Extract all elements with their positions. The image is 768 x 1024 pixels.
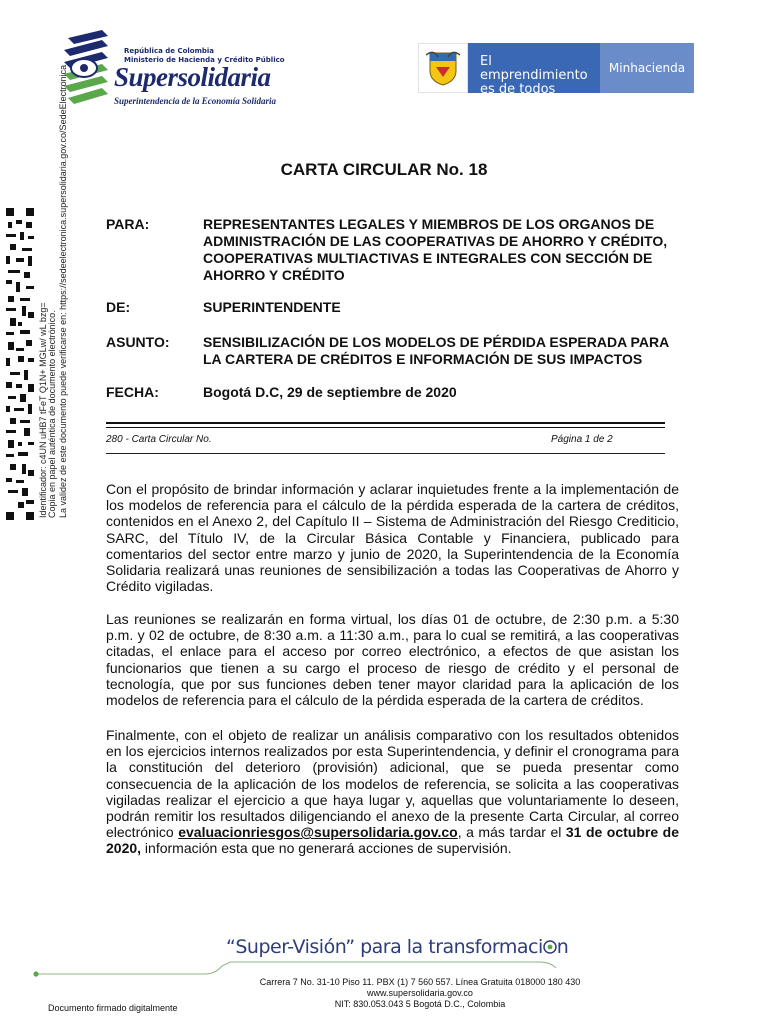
paragraph-3-start: Finalmente, con el objeto de realizar un análisis comparativo con los resultados obtenidos en los ejercicios internos realizados por esta Superintendencia, y definir el cronograma para la constitución del deterioro (provisión) adicional, que se pueda presentar como consecuencia de la aplicación de los modelos de referencia, se solicita a las cooperativas vigiladas realizar el ejercicio a que haya lugar y, aquellas que voluntariamente lo deseen, podrán remitir los resultados diligenciando el anexo de la presente Carta Circular, al correo electrónico bbox=[106, 727, 679, 841]
digital-signature-note: Documento firmado digitalmente bbox=[48, 1003, 178, 1013]
government-banner bbox=[418, 43, 708, 95]
supersolidaria-mark-icon bbox=[62, 30, 112, 106]
copy-note: Copia en papel auténtica de documento electrónico. bbox=[47, 310, 57, 518]
header-divider-thick bbox=[106, 422, 665, 424]
header-divider-thin bbox=[106, 427, 665, 428]
document-title: CARTA CIRCULAR No. 18 bbox=[280, 160, 488, 179]
paragraph-3 bbox=[106, 727, 679, 857]
footer-slogan bbox=[226, 936, 568, 958]
campaign-line-1: El emprendimiento bbox=[480, 54, 588, 83]
para-label: PARA: bbox=[106, 216, 150, 232]
campaign-tagline bbox=[468, 43, 600, 97]
meta-divider bbox=[106, 453, 665, 454]
de-value: SUPERINTENDENTE bbox=[203, 299, 341, 315]
slogan-end: n bbox=[556, 936, 569, 958]
republic-text: República de Colombia bbox=[124, 47, 215, 55]
document-identifier: Identificador: c4UN uHB7 tFeT Q1N+ MGLw/ wL bzg= bbox=[38, 302, 48, 518]
de-label: DE: bbox=[106, 299, 131, 315]
circular-reference: 280 - Carta Circular No. bbox=[106, 434, 212, 445]
ministry-text: Ministerio de Hacienda y Crédito Público bbox=[124, 56, 285, 64]
target-o-icon bbox=[543, 940, 557, 954]
supersolidaria-logo bbox=[62, 30, 312, 110]
footer-website[interactable]: www.supersolidaria.gov.co bbox=[367, 988, 473, 998]
campaign-line-2: es de todos bbox=[480, 82, 556, 97]
validity-url: La validez de este documento puede verificarse en: https://sedeelectronica.supersolidaria.gov.co/SedeElectronica bbox=[58, 64, 68, 518]
slogan-text: “Super-Visión” para la transformaci bbox=[226, 936, 543, 958]
paragraph-1: Con el propósito de brindar información y aclarar inquietudes frente a la implementación de los modelos de referencia para el cálculo de la pérdida esperada de la cartera de créditos, contenidos en el Anexo 2, del Capítulo II – Sistema de Administración del Riesgo Crediticio, SARC, del Título IV, de la Circular Básica Contable y Financiera, publicado para comentarios del sector entre marzo y junio de 2020, la Superintendencia de la Economía Solidaria realizará unas reuniones de sensibilización a todas las Cooperativas de Ahorro y Crédito vigiladas. bbox=[106, 481, 679, 595]
paragraph-2: Las reuniones se realizarán en forma virtual, los días 01 de octubre, de 2:30 p.m. a 5:30 p.m. y 02 de octubre, de 8:30 a.m. a 11:30 a.m., para lo cual se remitirá, a las cooperativas citadas, el enlace para el acceso por correo electrónico, a efectos de que asistan los funcionarios que tienen a su cargo el proceso de riesgo de crédito y el personal de tecnología, que por sus funciones deben tener mayor claridad para la aplicación de los modelos de referencia para el cálculo de la pérdida esperada de la cartera de créditos. bbox=[106, 611, 679, 709]
deadline-date: 31 de octubre de 2020, bbox=[106, 824, 679, 857]
page-number: Página 1 de 2 bbox=[551, 434, 613, 445]
footer-nit: NIT: 830.053.043 5 Bogotá D.C., Colombia bbox=[334, 999, 506, 1009]
asunto-value: SENSIBILIZACIÓN DE LOS MODELOS DE PÉRDIDA ESPERADA PARA LA CARTERA DE CRÉDITOS E INFORMACIÓN DE SUS IMPACTOS bbox=[203, 334, 669, 367]
qr-code-icon bbox=[6, 208, 34, 520]
footer-address: Carrera 7 No. 31-10 Piso 11. PBX (1) 7 560 557. Línea Gratuita 018000 180 430 bbox=[259, 977, 581, 987]
fecha-value: Bogotá D.C, 29 de septiembre de 2020 bbox=[203, 384, 457, 400]
para-value: REPRESENTANTES LEGALES Y MIEMBROS DE LOS ORGANOS DE ADMINISTRACIÓN DE LAS COOPERATIVAS DE AHORRO Y CRÉDITO, COOPERATIVAS MULTIACTIVAS E INTEGRALES CON SECCIÓN DE AHORRO Y CRÉDITO bbox=[203, 216, 668, 283]
fecha-label: FECHA: bbox=[106, 384, 159, 400]
email-link[interactable]: evaluacionriesgos@supersolidaria.gov.co bbox=[178, 824, 458, 841]
minhacienda-label: Minhacienda bbox=[600, 43, 694, 93]
brand-subtitle: Superintendencia de la Economía Solidaria bbox=[114, 96, 277, 106]
paragraph-3-end: información esta que no generará acciones de supervisión. bbox=[141, 840, 512, 857]
coat-of-arms-icon bbox=[418, 43, 468, 93]
asunto-label: ASUNTO: bbox=[106, 334, 170, 350]
brand-name: Supersolidaria bbox=[114, 62, 271, 92]
paragraph-3-mid: , a más tardar el bbox=[457, 824, 566, 841]
